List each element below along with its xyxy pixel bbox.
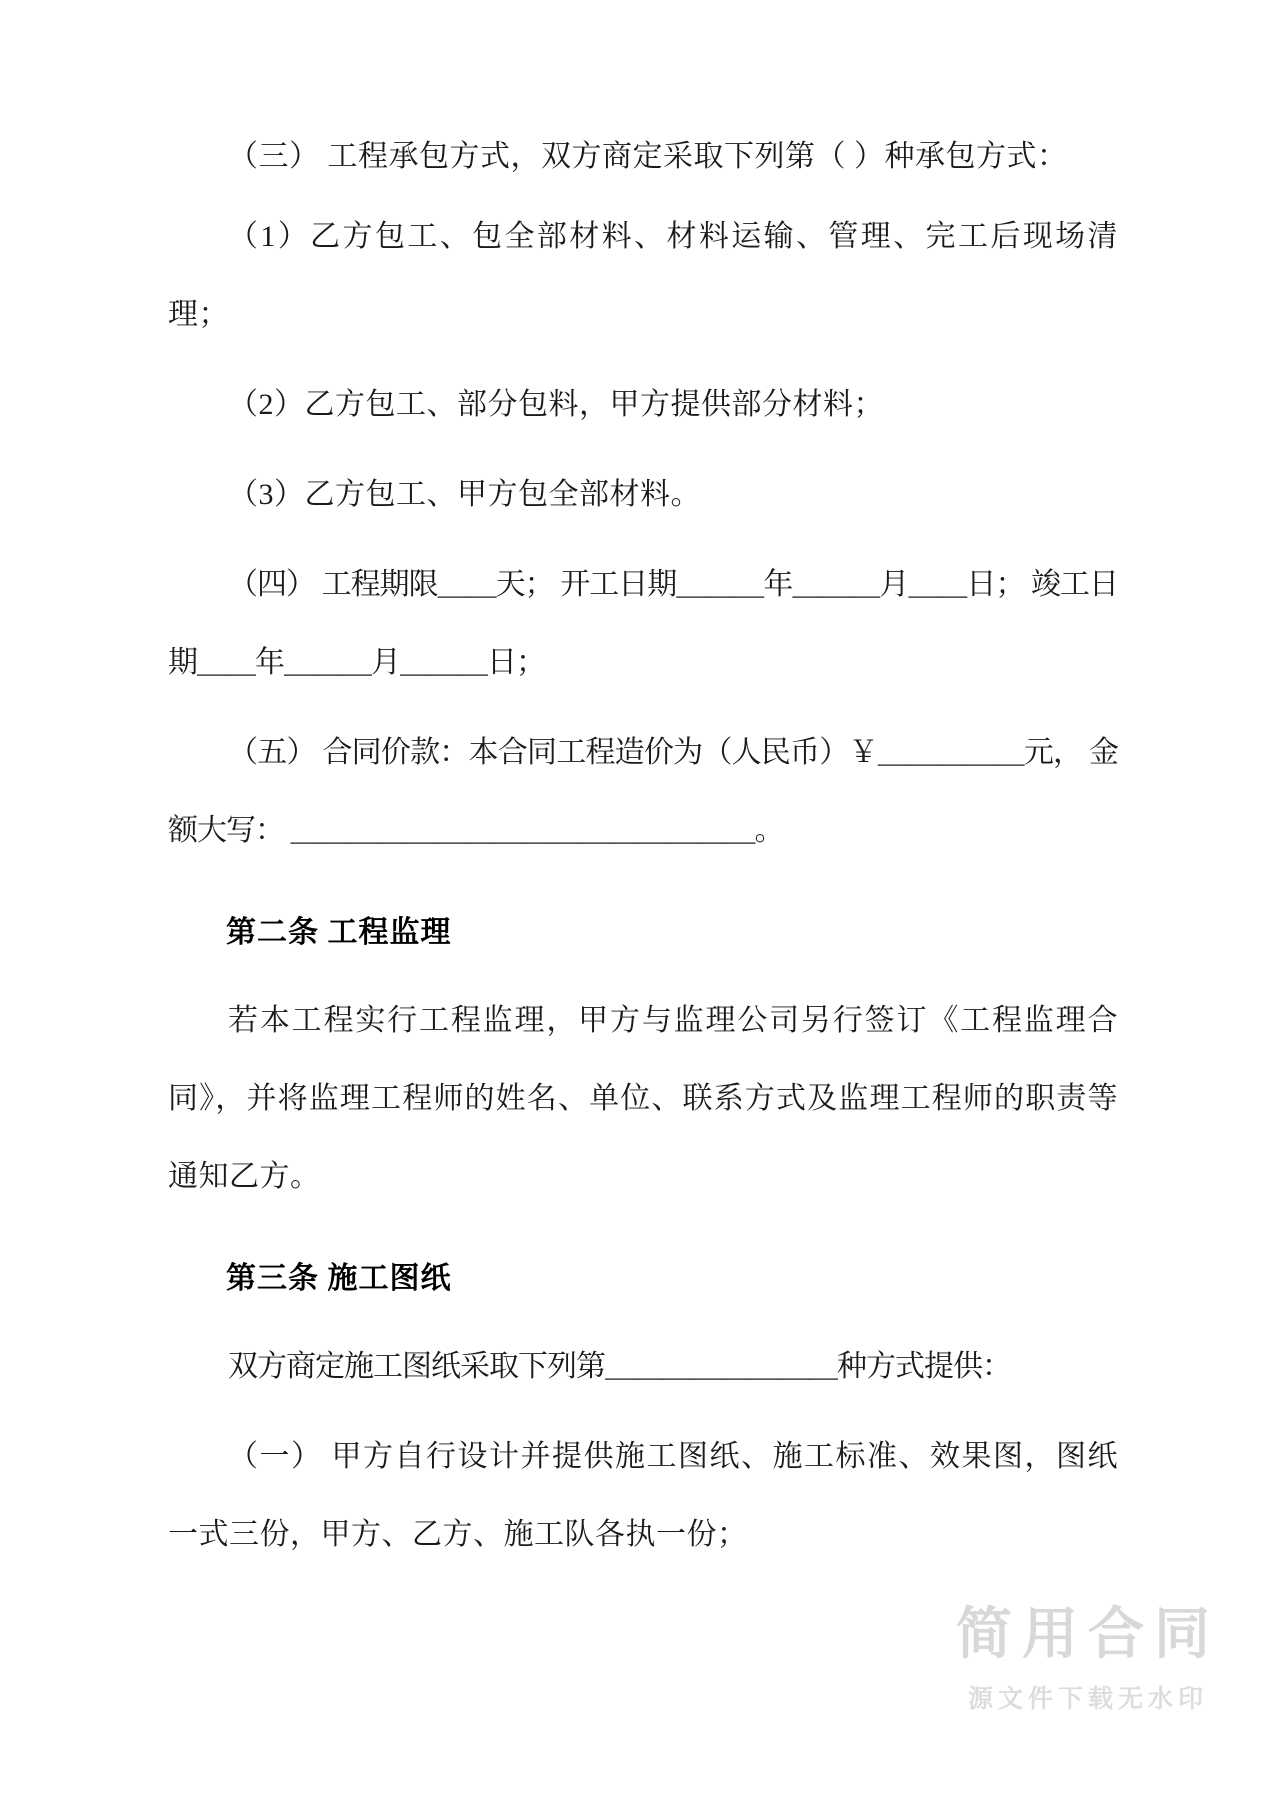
paragraph-clause1-item4: （四） 工程期限＿＿天； 开工日期＿＿＿年＿＿＿月＿＿日； 竣工日期＿＿年＿＿＿月＿＿＿日； <box>168 568 1118 679</box>
paragraph-clause1-item3-option2: （2）乙方包工、部分包料，甲方提供部分材料； <box>228 388 884 421</box>
document-body <box>168 118 1118 1576</box>
block-spacer <box>168 1318 1118 1328</box>
paragraph-clause3-body: 双方商定施工图纸采取下列第＿＿＿＿＿＿＿＿种方式提供： <box>228 1350 1011 1383</box>
paragraph-clause1-item5: （五） 合同价款：本合同工程造价为（人民币）￥＿＿＿＿＿元， 金额大写： ＿＿＿＿＿＿＿＿＿＿＿＿＿＿＿＿。 <box>168 736 1118 847</box>
watermark-brand: 简用合同 <box>956 1602 1220 1666</box>
block-spacer <box>168 536 1118 546</box>
watermark-subtitle: 源文件下载无水印 <box>967 1685 1208 1713</box>
block-spacer <box>168 446 1118 456</box>
block-spacer <box>168 972 1118 982</box>
heading-clause-3: 第三条 施工图纸 <box>226 1262 452 1295</box>
block-spacer <box>168 356 1118 366</box>
block-spacer <box>168 704 1118 714</box>
paragraph-clause2-body: 若本工程实行工程监理，甲方与监理公司另行签订《工程监理合同》，并将监理工程师的姓名、单位、联系方式及监理工程师的职责等通知乙方。 <box>168 1004 1118 1193</box>
paragraph-clause1-item3-option3: （3）乙方包工、甲方包全部材料。 <box>228 478 701 511</box>
paragraph-clause3-item1: （一） 甲方自行设计并提供施工图纸、施工标准、效果图，图纸一式三份，甲方、乙方、施工队各执一份； <box>168 1440 1118 1551</box>
block-spacer <box>168 1218 1118 1240</box>
watermark <box>956 1603 1220 1715</box>
paragraph-clause1-item3: （三） 工程承包方式，双方商定采取下列第（ ）种承包方式： <box>228 140 1068 173</box>
block-spacer <box>168 1408 1118 1418</box>
heading-clause-2: 第二条 工程监理 <box>226 916 452 949</box>
block-spacer <box>168 872 1118 894</box>
paragraph-clause1-item3-option1: （1）乙方包工、包全部材料、材料运输、管理、完工后现场清理； <box>168 220 1118 331</box>
